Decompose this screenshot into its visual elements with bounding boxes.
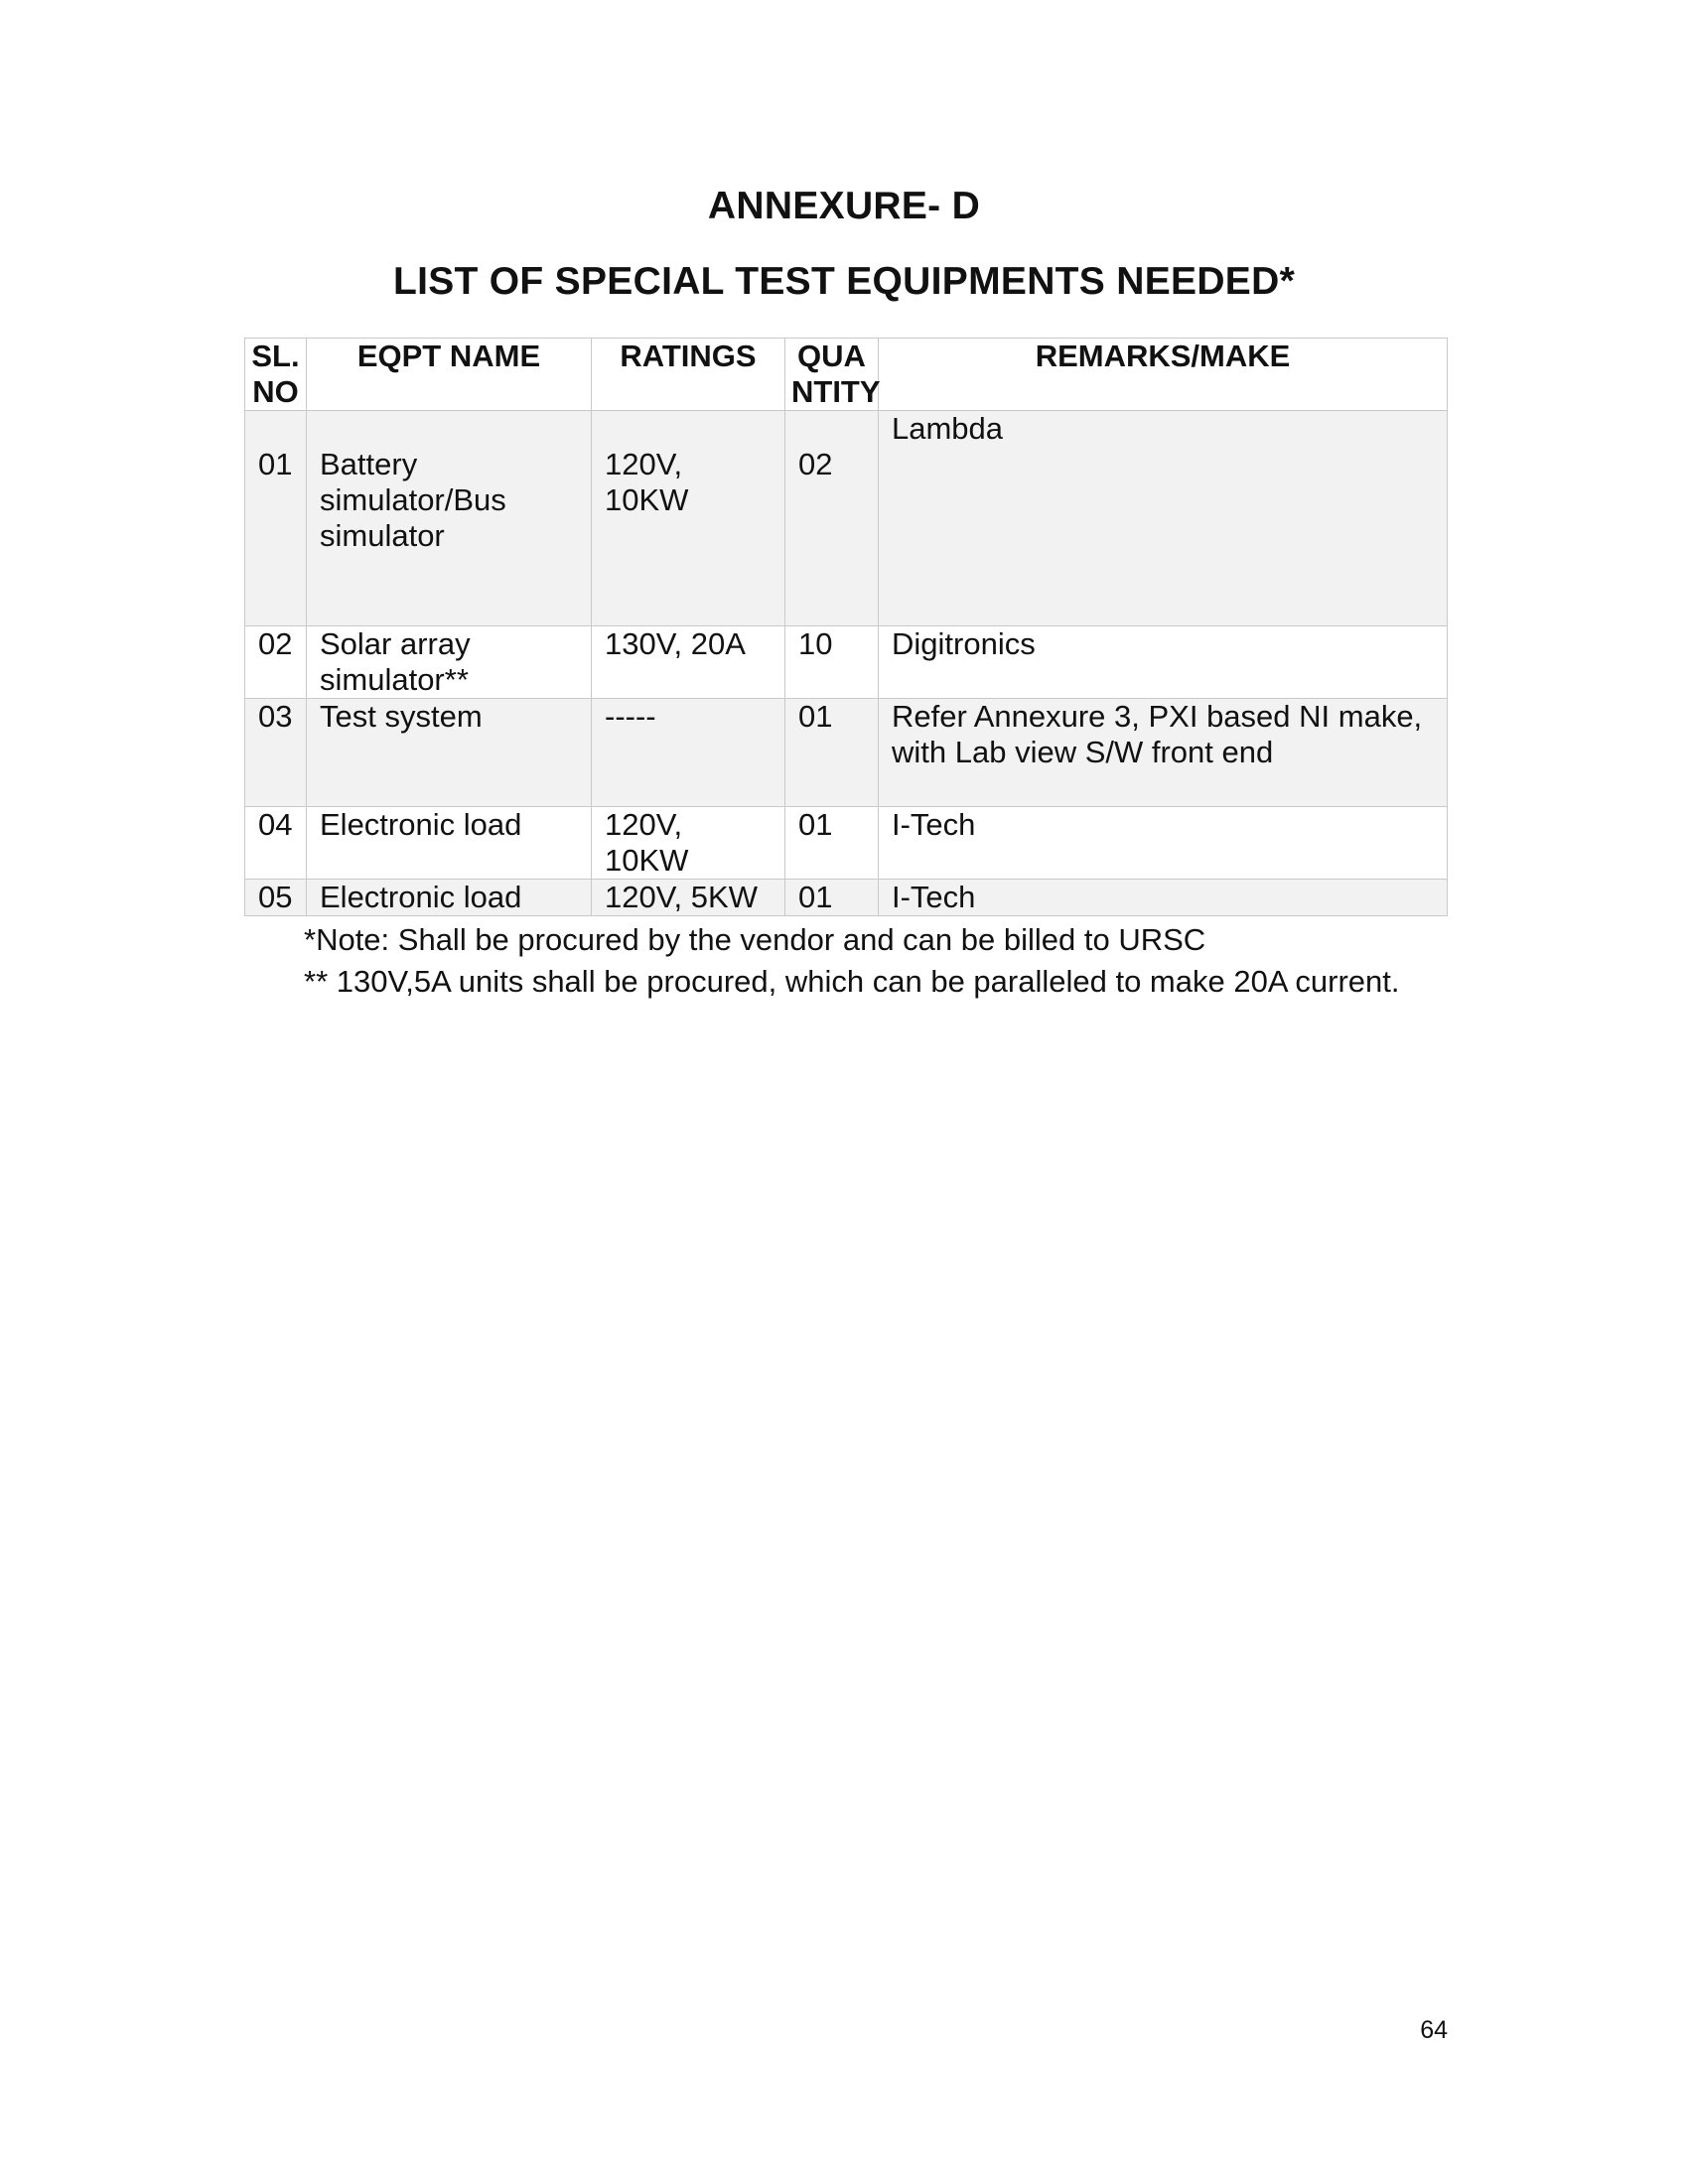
column-header-qty-line2: NTITY bbox=[791, 374, 881, 409]
column-header-remarks: REMARKS/MAKE bbox=[879, 339, 1448, 411]
table-row bbox=[245, 411, 1448, 626]
cell-sl: 04 bbox=[245, 807, 307, 880]
column-header-sl-line2: NO bbox=[252, 374, 299, 409]
column-header-sl-no bbox=[245, 339, 307, 411]
cell-remarks: Lambda bbox=[879, 411, 1448, 626]
cell-ratings: 120V, 10KW bbox=[592, 411, 785, 626]
cell-ratings: ----- bbox=[592, 699, 785, 807]
cell-name: Solar array simulator** bbox=[307, 626, 592, 699]
note-vendor-procurement: *Note: Shall be procured by the vendor and can be billed to URSC bbox=[304, 922, 1206, 957]
cell-sl: 02 bbox=[245, 626, 307, 699]
cell-sl: 05 bbox=[245, 880, 307, 916]
column-header-quantity bbox=[785, 339, 879, 411]
notes-section bbox=[304, 919, 1400, 1003]
cell-sl: 01 bbox=[245, 411, 307, 626]
cell-qty: 10 bbox=[785, 626, 879, 699]
cell-ratings: 120V, 10KW bbox=[592, 807, 785, 880]
page-number: 64 bbox=[1420, 2016, 1448, 2044]
column-header-ratings: RATINGS bbox=[592, 339, 785, 411]
note-solar-units: ** 130V,5A units shall be procured, which can be paralleled to make 20A current. bbox=[304, 964, 1400, 999]
table-row bbox=[245, 807, 1448, 880]
column-header-qty-line1: QUA bbox=[797, 339, 866, 373]
column-header-eqpt-name: EQPT NAME bbox=[307, 339, 592, 411]
cell-ratings: 120V, 5KW bbox=[592, 880, 785, 916]
page-title: LIST OF SPECIAL TEST EQUIPMENTS NEEDED* bbox=[392, 260, 1296, 303]
table-row bbox=[245, 699, 1448, 807]
cell-name: Electronic load bbox=[307, 807, 592, 880]
cell-qty: 01 bbox=[785, 880, 879, 916]
cell-remarks: Refer Annexure 3, PXI based NI make, with Lab view S/W front end bbox=[879, 699, 1448, 807]
cell-name: Electronic load bbox=[307, 880, 592, 916]
cell-name: Battery simulator/Bus simulator bbox=[307, 411, 592, 626]
cell-remarks: I-Tech bbox=[879, 880, 1448, 916]
table-row bbox=[245, 626, 1448, 699]
cell-qty: 01 bbox=[785, 699, 879, 807]
cell-remarks: Digitronics bbox=[879, 626, 1448, 699]
cell-ratings: 130V, 20A bbox=[592, 626, 785, 699]
cell-qty: 01 bbox=[785, 807, 879, 880]
cell-name: Test system bbox=[307, 699, 592, 807]
cell-remarks: I-Tech bbox=[879, 807, 1448, 880]
equipment-table bbox=[244, 338, 1448, 916]
table-row bbox=[245, 880, 1448, 916]
column-header-sl-line1: SL. bbox=[251, 339, 300, 373]
cell-sl: 03 bbox=[245, 699, 307, 807]
annexure-heading: ANNEXURE- D bbox=[707, 185, 981, 227]
cell-qty: 02 bbox=[785, 411, 879, 626]
table-header-row bbox=[245, 339, 1448, 411]
